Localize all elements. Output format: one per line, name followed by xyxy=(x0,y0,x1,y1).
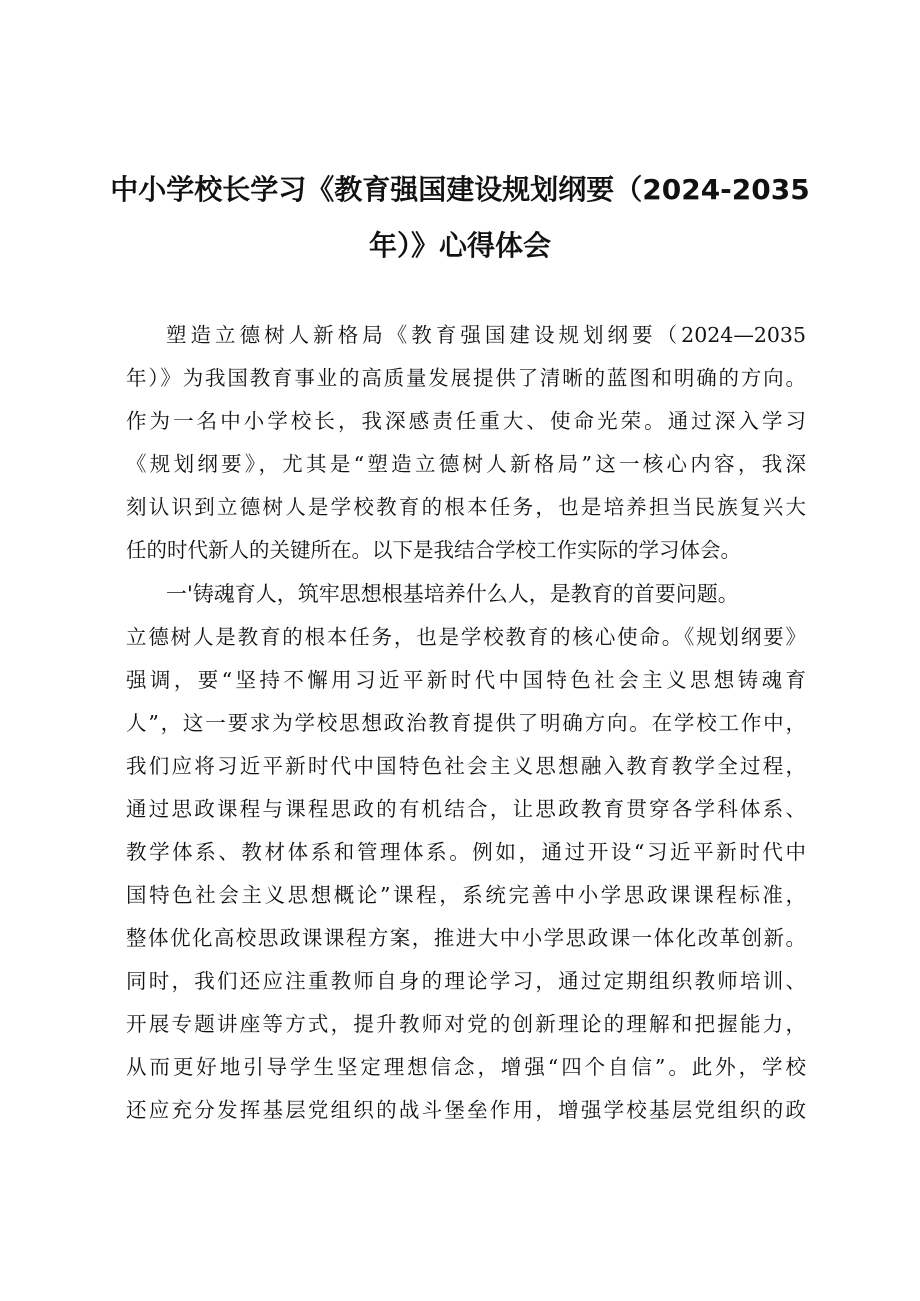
paragraph1-line: 塑造立德树人新格局《教育强国建设规划纲要（2024—2035 xyxy=(166,323,806,347)
paragraph2-line: 立德树人是教育的根本任务，也是学校教育的核心使命。《规划纲要》 xyxy=(126,625,806,649)
paragraph1-line: 任的时代新人的关键所在。以下是我结合学校工作实际的学习体会。 xyxy=(126,538,741,562)
paragraph2-line: 我们应将习近平新时代中国特色社会主义思想融入教育教学全过程， xyxy=(126,754,806,778)
paragraph2-line: 人”，这一要求为学校思想政治教育提供了明确方向。在学校工作中， xyxy=(126,711,806,735)
paragraph2-line: 整体优化高校思政课课程方案，推进大中小学思政课一体化改革创新。 xyxy=(126,926,806,950)
paragraph1-line: 年）》为我国教育事业的高质量发展提供了清晰的蓝图和明确的方向。 xyxy=(126,366,806,390)
paragraph1-line: 刻认识到立德树人是学校教育的根本任务，也是培养担当民族复兴大 xyxy=(126,495,806,519)
paragraph2-line: 国特色社会主义思想概论”课程，系统完善中小学思政课课程标准， xyxy=(126,883,806,907)
paragraph1-line: 作为一名中小学校长，我深感责任重大、使命光荣。通过深入学习 xyxy=(126,409,806,433)
title-line-2: 年）》心得体会 xyxy=(368,229,551,262)
paragraph2-line: 同时，我们还应注重教师自身的理论学习，通过定期组织教师培训、 xyxy=(126,969,806,993)
paragraph1-line: 《规划纲要》，尤其是“塑造立德树人新格局”这一核心内容，我深 xyxy=(126,452,806,476)
title-line-1: 中小学校长学习《教育强国建设规划纲要（2024-2035 xyxy=(110,173,810,206)
paragraph2-line: 开展专题讲座等方式，提升教师对党的创新理论的理解和把握能力， xyxy=(126,1012,806,1036)
section-heading-1: 一'铸魂育人，筑牢思想根基培养什么人，是教育的首要问题。 xyxy=(166,582,739,606)
paragraph2-line: 强调，要“坚持不懈用习近平新时代中国特色社会主义思想铸魂育 xyxy=(126,668,806,692)
paragraph2-line: 从而更好地引导学生坚定理想信念，增强“四个自信”。此外，学校 xyxy=(126,1055,806,1079)
paragraph2-line: 教学体系、教材体系和管理体系。例如，通过开设“习近平新时代中 xyxy=(126,840,806,864)
paragraph2-line: 通过思政课程与课程思政的有机结合，让思政教育贯穿各学科体系、 xyxy=(126,797,806,821)
paragraph2-line: 还应充分发挥基层党组织的战斗堡垒作用，增强学校基层党组织的政 xyxy=(126,1098,806,1122)
